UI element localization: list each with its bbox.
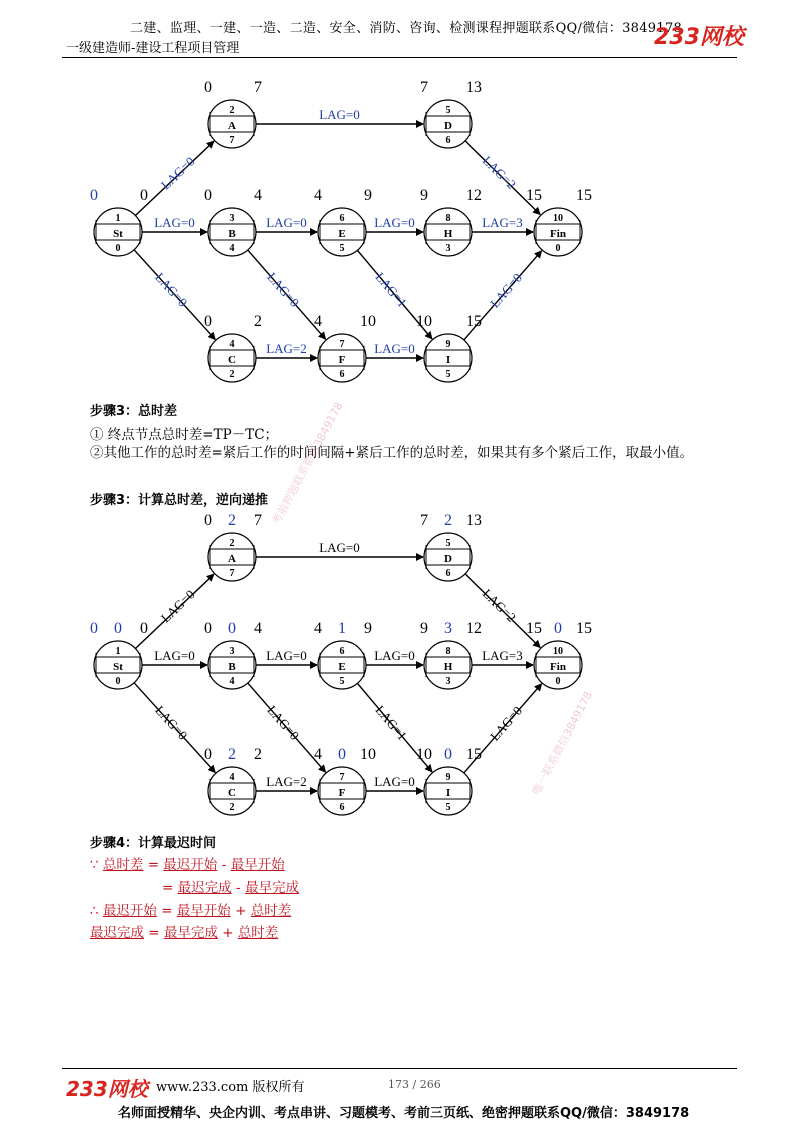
formula3-total-float: 总时差	[250, 903, 292, 919]
node-duration: 7	[229, 135, 235, 146]
node-finish-value: 4	[254, 620, 262, 637]
formula1-ls: 最迟开始	[163, 857, 218, 873]
formula4-total-float: 总时差	[237, 925, 279, 941]
formula3-equals: =	[161, 903, 173, 919]
node-total-float: 2	[444, 512, 452, 529]
lag-label: LAG=0	[152, 269, 191, 310]
node-id: 8	[445, 646, 451, 657]
lag-label: LAG=0	[154, 215, 195, 230]
node-duration: 2	[229, 802, 235, 813]
node-10	[534, 208, 582, 256]
node-early-value: 0	[204, 79, 212, 96]
node-id: 2	[229, 538, 235, 549]
node-early-value: 9	[420, 620, 428, 637]
lag-label: LAG=2	[479, 152, 520, 192]
lag-label: LAG=2	[266, 774, 307, 789]
node-finish-value: 15	[576, 620, 592, 637]
step4-title: 步骤4：计算最迟时间	[90, 836, 217, 851]
node-label: Fin	[550, 661, 566, 673]
node-early-value: 15	[526, 187, 542, 204]
node-id: 6	[339, 213, 345, 224]
node-label: C	[228, 354, 236, 366]
lag-label: LAG=0	[264, 702, 303, 743]
node-duration: 6	[339, 369, 345, 380]
lag-label: LAG=1	[372, 269, 411, 311]
node-total-float: 2	[228, 746, 236, 763]
header-divider	[62, 57, 737, 58]
lag-label: LAG=0	[374, 648, 415, 663]
lag-label: LAG=2	[479, 585, 520, 625]
footer-divider	[62, 1068, 737, 1069]
node-id: 4	[229, 339, 235, 350]
node-id: 4	[229, 772, 235, 783]
node-early-value: 7	[420, 79, 428, 96]
node-label: B	[228, 661, 236, 673]
node-total-float: 2	[228, 512, 236, 529]
node-duration: 5	[339, 676, 345, 687]
formula-line-1	[90, 853, 285, 873]
header-logo: 233网校	[654, 25, 744, 50]
node-early-value: 4	[314, 313, 322, 330]
node-total-float: 0	[338, 746, 346, 763]
node-7	[318, 767, 366, 815]
node-duration: 0	[115, 676, 121, 687]
node-duration: 6	[339, 802, 345, 813]
footer-site: www.233.com 版权所有	[156, 1080, 305, 1095]
node-duration: 4	[229, 676, 235, 687]
node-label: I	[445, 787, 451, 799]
node-label: H	[443, 661, 453, 673]
lag-label: LAG=0	[487, 270, 526, 311]
therefore-symbol: ∴	[90, 903, 99, 919]
node-3	[208, 641, 256, 689]
node-early-value: 0	[204, 187, 212, 204]
node-id: 10	[553, 646, 563, 657]
node-4	[208, 767, 256, 815]
node-label: F	[338, 354, 346, 366]
node-3	[208, 208, 256, 256]
node-early-value: 0	[204, 746, 212, 763]
node-finish-value: 13	[466, 512, 482, 529]
node-id: 3	[229, 213, 235, 224]
node-id: 1	[115, 646, 121, 657]
node-label: Fin	[550, 228, 566, 240]
node-label: F	[338, 787, 346, 799]
page-number: 173 / 266	[388, 1078, 441, 1091]
node-4	[208, 334, 256, 382]
node-duration: 2	[229, 369, 235, 380]
node-early-value: 0	[90, 187, 98, 204]
node-finish-value: 15	[466, 746, 482, 763]
node-total-float: 3	[444, 620, 452, 637]
node-duration: 5	[445, 802, 451, 813]
node-total-float: 0	[114, 620, 122, 637]
node-9	[424, 334, 472, 382]
node-duration: 0	[555, 243, 561, 254]
header-contact-text: 二建、监理、一建、一造、二造、安全、消防、咨询、检测课程押题联系QQ/微信：3849178	[130, 21, 683, 36]
lag-label: LAG=0	[374, 341, 415, 356]
formula2-ef: 最早完成	[245, 880, 300, 896]
node-finish-value: 9	[364, 187, 372, 204]
formula4-ef: 最早完成	[163, 925, 218, 941]
node-2	[208, 533, 256, 581]
node-id: 7	[339, 339, 345, 350]
node-early-value: 4	[314, 620, 322, 637]
node-finish-value: 9	[364, 620, 372, 637]
node-label: St	[113, 661, 123, 673]
node-finish-value: 12	[466, 620, 482, 637]
node-id: 2	[229, 105, 235, 116]
lag-label: LAG=0	[266, 648, 307, 663]
node-early-value: 0	[90, 620, 98, 637]
lag-label: LAG=0	[487, 703, 526, 744]
lag-label: LAG=0	[152, 702, 191, 743]
node-finish-value: 12	[466, 187, 482, 204]
node-early-value: 15	[526, 620, 542, 637]
node-1	[94, 208, 142, 256]
formula1-equals: =	[147, 857, 159, 873]
node-id: 5	[445, 538, 451, 549]
node-early-value: 10	[416, 313, 432, 330]
node-id: 1	[115, 213, 121, 224]
node-label: I	[445, 354, 451, 366]
node-finish-value: 10	[360, 746, 376, 763]
node-finish-value: 15	[576, 187, 592, 204]
lag-label: LAG=0	[319, 540, 360, 555]
node-8	[424, 208, 472, 256]
formula2-minus: -	[235, 880, 241, 896]
node-id: 7	[339, 772, 345, 783]
node-id: 9	[445, 339, 451, 350]
formula-line-2	[162, 876, 299, 896]
node-duration: 0	[555, 676, 561, 687]
lag-label: LAG=0	[157, 586, 198, 626]
node-duration: 4	[229, 243, 235, 254]
node-id: 6	[339, 646, 345, 657]
node-6	[318, 208, 366, 256]
node-total-float: 0	[444, 746, 452, 763]
node-2	[208, 100, 256, 148]
node-label: C	[228, 787, 236, 799]
node-duration: 7	[229, 568, 235, 579]
lag-label: LAG=0	[266, 215, 307, 230]
node-id: 9	[445, 772, 451, 783]
node-5	[424, 533, 472, 581]
formula4-equals: =	[148, 925, 160, 941]
formula3-ls: 最迟开始	[102, 903, 157, 919]
node-duration: 6	[445, 568, 451, 579]
node-7	[318, 334, 366, 382]
node-finish-value: 2	[254, 313, 262, 330]
lag-label: LAG=2	[266, 341, 307, 356]
node-early-value: 4	[314, 187, 322, 204]
watermark-2: 唯一联系微信3849178	[529, 689, 596, 798]
lag-label: LAG=0	[374, 215, 415, 230]
node-label: E	[338, 661, 346, 673]
node-duration: 5	[445, 369, 451, 380]
lag-label: LAG=0	[264, 269, 303, 310]
lag-label: LAG=3	[482, 215, 523, 230]
node-duration: 3	[445, 676, 451, 687]
node-finish-value: 10	[360, 313, 376, 330]
step3-line2: ②其他工作的总时差=紧后工作的时间间隔+紧后工作的总时差，如果其有多个紧后工作，取最小值。	[90, 445, 694, 461]
formula-line-4	[90, 921, 278, 941]
footer-contact-text: 名师面授精华、央企内训、考点串讲、习题模考、考前三页纸、绝密押题联系QQ/微信：3849178	[118, 1106, 690, 1121]
network-diagram-2	[0, 505, 800, 835]
node-label: A	[228, 553, 236, 565]
node-early-value: 0	[204, 313, 212, 330]
node-label: D	[444, 120, 452, 132]
node-duration: 5	[339, 243, 345, 254]
formula3-es: 最早开始	[176, 903, 231, 919]
node-finish-value: 13	[466, 79, 482, 96]
node-finish-value: 0	[140, 620, 148, 637]
formula1-minus: -	[221, 857, 227, 873]
formula2-lf: 最迟完成	[177, 880, 232, 896]
node-1	[94, 641, 142, 689]
node-label: A	[228, 120, 236, 132]
node-label: St	[113, 228, 123, 240]
node-early-value: 10	[416, 746, 432, 763]
node-finish-value: 2	[254, 746, 262, 763]
node-finish-value: 4	[254, 187, 262, 204]
lag-label: LAG=3	[482, 648, 523, 663]
lag-label: LAG=0	[319, 107, 360, 122]
node-5	[424, 100, 472, 148]
header-subtitle: 一级建造师-建设工程项目管理	[66, 41, 240, 56]
node-label: H	[443, 228, 453, 240]
node-total-float: 0	[228, 620, 236, 637]
node-label: B	[228, 228, 236, 240]
formula1-es: 最早开始	[230, 857, 285, 873]
formula2-equals: =	[162, 880, 174, 896]
step3b-title: 步骤3：计算总时差，逆向递推	[90, 493, 269, 508]
formula4-lf: 最迟完成	[90, 925, 144, 941]
node-early-value: 0	[204, 512, 212, 529]
node-finish-value: 7	[254, 512, 262, 529]
node-label: D	[444, 553, 452, 565]
formula4-plus: +	[222, 925, 234, 941]
node-finish-value: 0	[140, 187, 148, 204]
node-total-float: 1	[338, 620, 346, 637]
node-total-float: 0	[554, 620, 562, 637]
lag-label: LAG=1	[372, 702, 411, 744]
node-8	[424, 641, 472, 689]
lag-label: LAG=0	[374, 774, 415, 789]
node-id: 10	[553, 213, 563, 224]
node-6	[318, 641, 366, 689]
node-id: 5	[445, 105, 451, 116]
node-id: 8	[445, 213, 451, 224]
footer-logo: 233网校	[66, 1077, 148, 1101]
formula-line-3	[90, 899, 291, 919]
node-9	[424, 767, 472, 815]
node-early-value: 9	[420, 187, 428, 204]
node-early-value: 7	[420, 512, 428, 529]
step3-line1: ① 终点节点总时差=TP－TC；	[90, 427, 279, 443]
node-10	[534, 641, 582, 689]
lag-label: LAG=0	[154, 648, 195, 663]
node-finish-value: 15	[466, 313, 482, 330]
node-id: 3	[229, 646, 235, 657]
node-duration: 0	[115, 243, 121, 254]
node-label: E	[338, 228, 346, 240]
node-early-value: 0	[204, 620, 212, 637]
step3-title: 步骤3：总时差	[90, 404, 178, 419]
node-finish-value: 7	[254, 79, 262, 96]
formula1-total-float: 总时差	[102, 857, 144, 873]
lag-label: LAG=0	[157, 153, 198, 193]
node-duration: 6	[445, 135, 451, 146]
watermark-1: 考前押题联系微信3849178	[269, 399, 346, 528]
formula3-plus: +	[235, 903, 247, 919]
node-duration: 3	[445, 243, 451, 254]
node-early-value: 4	[314, 746, 322, 763]
network-diagram-1	[0, 72, 800, 402]
because-symbol: ∵	[90, 857, 99, 873]
